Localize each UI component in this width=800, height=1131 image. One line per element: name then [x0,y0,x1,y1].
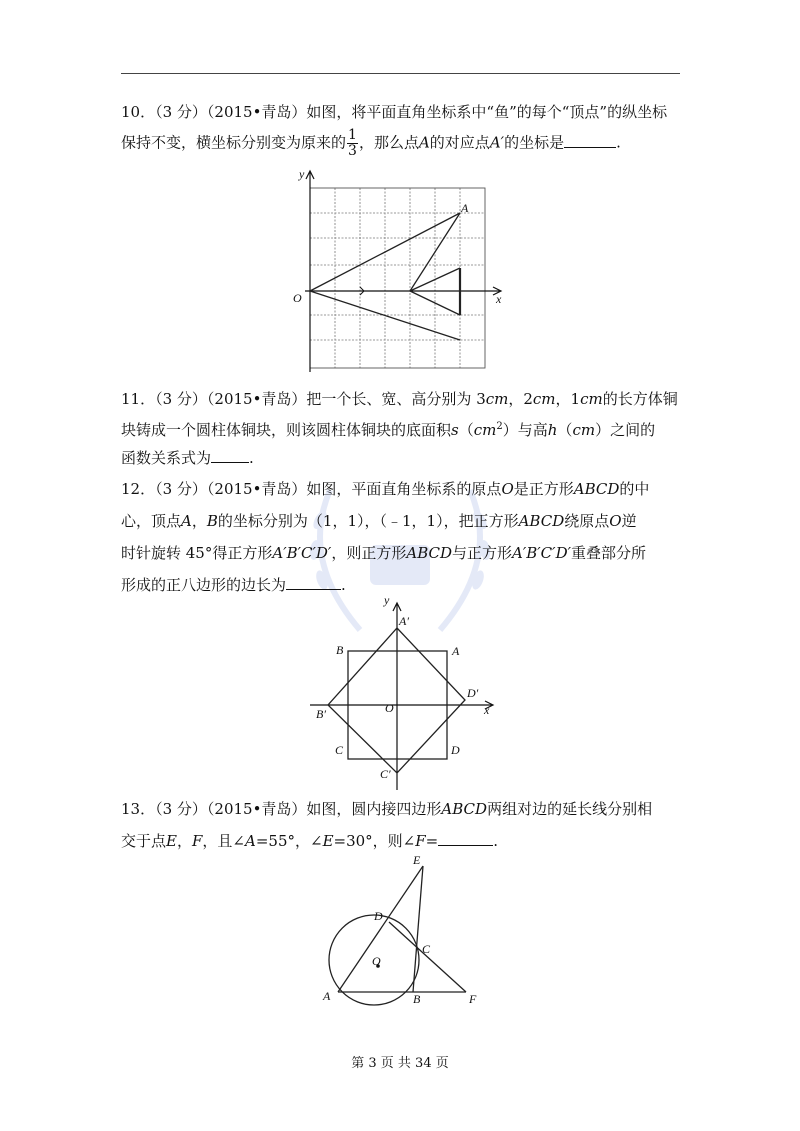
q10-line-2: 保持不变，横坐标分别变为原来的 $\frac{1}{3}$ ，那么点A的对应点A′的坐标是 . [121,127,621,159]
point-d-label: D [374,909,383,923]
vertex-c-label: C [335,743,344,757]
q12-line-4: 形成的正八边形的边长为 . [121,571,686,599]
fraction-one-third: $\frac{1}{3}$ [348,127,357,159]
q11-line-3: 函数关系式为 . [121,444,686,472]
vertex-d-label: D [451,743,460,757]
q10-line-1: 10．（3 分）（2015•青岛）如图，将平面直角坐标系中“鱼”的每个“顶点”的纵坐标 [121,103,668,121]
point-f-label: F [469,992,477,1006]
header-rule [121,73,680,74]
vertex-a-prime-label: A′ [399,614,409,628]
q12-line-2: 心，顶点A，B的坐标分别为（1，1），（﹣1，1），把正方形ABCD绕原点O逆 [121,512,637,530]
cyclic-quadrilateral-figure [315,850,490,1010]
vertex-c-prime-label: C′ [380,767,391,781]
q13-line-2: 交于点E，F，且∠A=55°，∠E=30°，则∠F= . [121,827,686,855]
point-a-label: A [323,989,331,1003]
q12-line-3: 时针旋转 45°得正方形A′B′C′D′，则正方形ABCD与正方形A′B′C′D′重叠部分所 [121,544,647,562]
answer-blank [286,572,341,590]
question-10 [121,98,686,159]
vertex-a-label: A [452,644,460,658]
x-axis-label: x [496,292,502,306]
vertex-d-prime-label: D′ [467,686,479,700]
answer-blank [211,445,249,463]
vertex-b-label: B [336,643,344,657]
point-o-label: O [372,954,381,968]
point-c-label: C [422,942,431,956]
y-axis-label: y [384,593,390,607]
q11-line-2: 块铸成一个圆柱体铜块，则该圆柱体铜块的底面积$s(cm^2)$与高h（cm）之间的 [121,421,656,439]
answer-blank [438,828,493,846]
origin-label: O [385,701,394,715]
vertex-b-prime-label: B′ [316,707,326,721]
origin-label: O [293,291,302,305]
x-axis-label: x [484,703,490,717]
q11-line-1: 11．（3 分）（2015•青岛）把一个长、宽、高分别为 3cm，2cm，1cm的长方体铜 [121,390,678,408]
point-a-label: A [461,201,469,215]
q12-line-1: 12．（3 分）（2015•青岛）如图，平面直角坐标系的原点O是正方形ABCD的中 [121,480,650,498]
fish-grid-figure [290,166,515,371]
question-11 [121,385,686,472]
page-footer: 第 3 页 共 34 页 [351,1056,449,1071]
y-axis-label: y [299,167,305,181]
question-12 [121,475,686,599]
rotated-squares-figure [305,595,500,790]
answer-blank [564,130,616,148]
q13-line-1: 13．（3 分）（2015•青岛）如图，圆内接四边形ABCD两组对边的延长线分别相 [121,800,653,818]
point-b-label: B [413,992,421,1006]
question-13 [121,795,686,855]
quadrilateral-and-extensions [338,866,466,992]
point-e-label: E [413,853,421,867]
